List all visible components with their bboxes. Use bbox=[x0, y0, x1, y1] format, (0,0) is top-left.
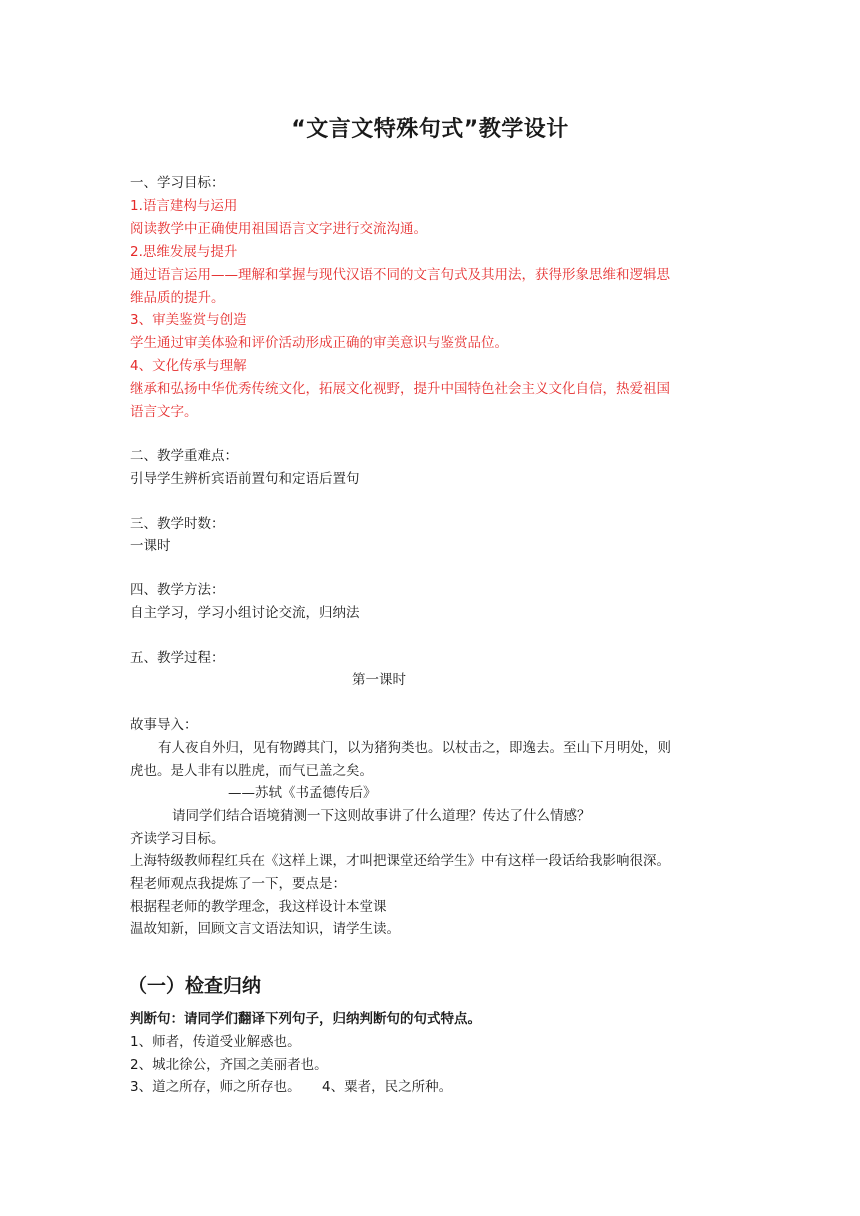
section5-heading: 五、教学过程： bbox=[130, 650, 225, 666]
part1-item: 2、城北徐公，齐国之美丽者也。 bbox=[130, 1057, 328, 1073]
goal2-title: 2.思维发展与提升 bbox=[130, 244, 238, 260]
part1-item: 1、师者，传道受业解惑也。 bbox=[130, 1034, 301, 1050]
paragraph-3: 程老师观点我提炼了一下，要点是： bbox=[130, 876, 346, 892]
part1-item: 3、道之所存，师之所存也。 4、粟者，民之所种。 bbox=[130, 1079, 453, 1095]
story-question: 请同学们结合语境猜测一下这则故事讲了什么道理？传达了什么情感？ bbox=[172, 808, 591, 824]
goal4-text-2: 语言文字。 bbox=[130, 404, 198, 420]
period-label: 第一课时 bbox=[352, 672, 406, 688]
section2-text: 引导学生辨析宾语前置句和定语后置句 bbox=[130, 471, 360, 487]
goal4-title: 4、文化传承与理解 bbox=[130, 358, 247, 374]
goal2-text-1: 通过语言运用——理解和掌握与现代汉语不同的文言句式及其用法，获得形象思维和逻辑思 bbox=[130, 267, 670, 283]
story-heading: 故事导入： bbox=[130, 717, 198, 733]
section4-heading: 四、教学方法： bbox=[130, 582, 225, 598]
part1-heading: （一）检查归纳 bbox=[128, 975, 262, 997]
section4-text: 自主学习，学习小组讨论交流，归纳法 bbox=[130, 605, 360, 621]
part1-instruction: 判断句：请同学们翻译下列句子，归纳判断句的句式特点。 bbox=[130, 1011, 481, 1027]
goal1-title: 1.语言建构与运用 bbox=[130, 198, 238, 214]
paragraph-2: 上海特级教师程红兵在《这样上课，才叫把课堂还给学生》中有这样一段话给我影响很深。 bbox=[130, 853, 670, 869]
story-line-1: 有人夜自外归，见有物蹲其门，以为猪狗类也。以杖击之，即逸去。至山下月明处，则 bbox=[158, 740, 671, 756]
section1-heading: 一、学习目标： bbox=[130, 175, 225, 191]
paragraph-1: 齐读学习目标。 bbox=[130, 831, 225, 847]
story-source: ——苏轼《书孟德传后》 bbox=[228, 785, 377, 801]
section3-heading: 三、教学时数： bbox=[130, 516, 225, 532]
story-line-2: 虎也。是人非有以胜虎，而气已盖之矣。 bbox=[130, 763, 373, 779]
goal4-text-1: 继承和弘扬中华优秀传统文化，拓展文化视野，提升中国特色社会主义文化自信，热爱祖国 bbox=[130, 381, 670, 397]
document-title: “文言文特殊句式”教学设计 bbox=[291, 117, 569, 142]
paragraph-4: 根据程老师的教学理念，我这样设计本堂课 bbox=[130, 899, 387, 915]
section2-heading: 二、教学重难点： bbox=[130, 448, 238, 464]
goal2-text-2: 维品质的提升。 bbox=[130, 290, 225, 306]
goal1-text: 阅读教学中正确使用祖国语言文字进行交流沟通。 bbox=[130, 221, 427, 237]
goal3-text: 学生通过审美体验和评价活动形成正确的审美意识与鉴赏品位。 bbox=[130, 335, 508, 351]
section3-text: 一课时 bbox=[130, 538, 171, 554]
goal3-title: 3、审美鉴赏与创造 bbox=[130, 312, 247, 328]
paragraph-5: 温故知新，回顾文言文语法知识，请学生读。 bbox=[130, 921, 400, 937]
